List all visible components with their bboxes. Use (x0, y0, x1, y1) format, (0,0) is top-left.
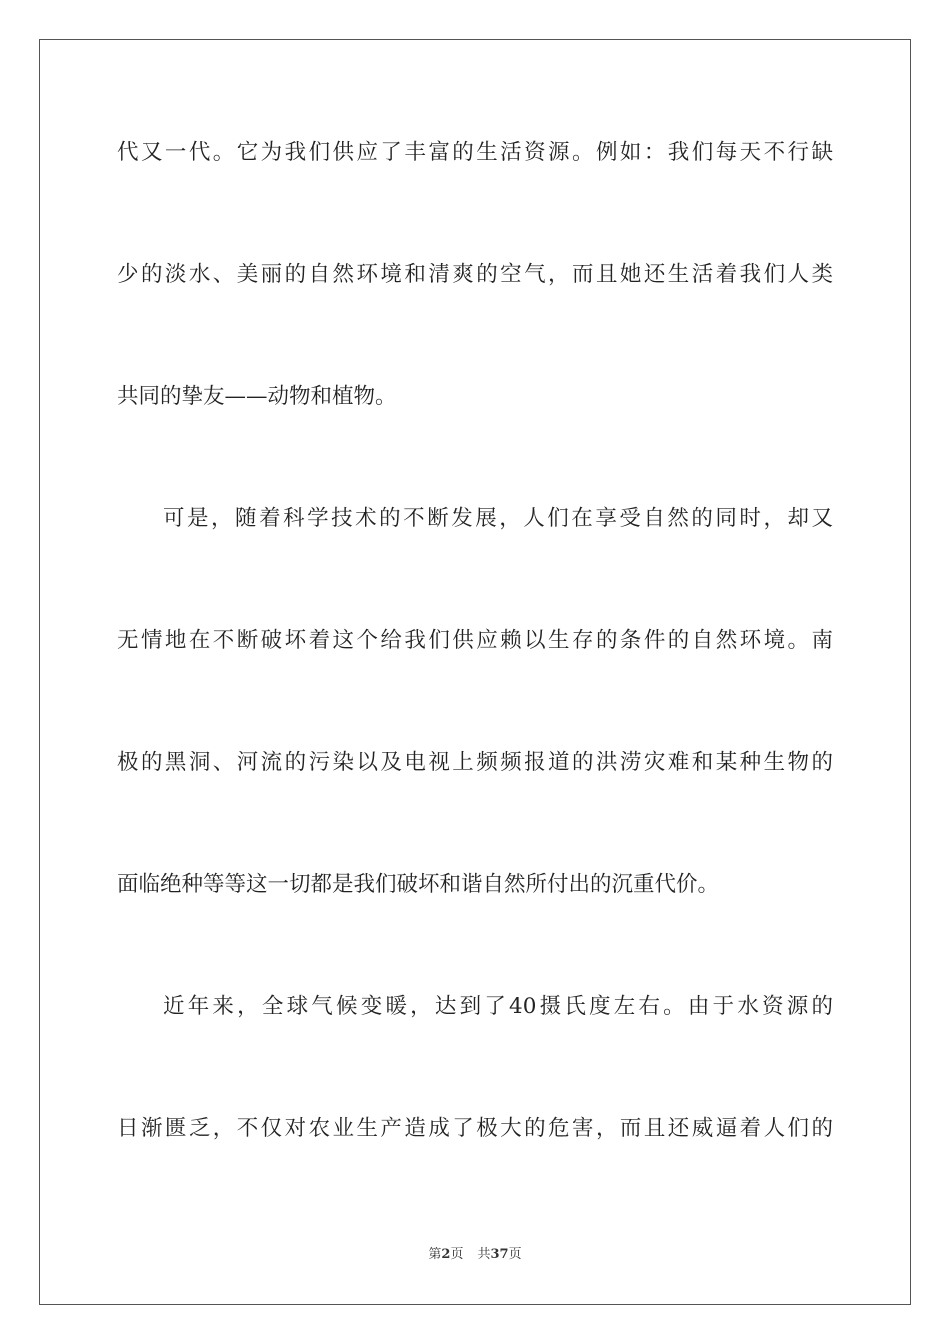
paragraph-line: 极的黑洞、河流的污染以及电视上频频报道的洪涝灾难和某种生物的 (117, 750, 833, 775)
paragraph-line: 少的淡水、美丽的自然环境和清爽的空气，而且她还生活着我们人类 (117, 262, 833, 287)
total-label-prefix: 共 (477, 1247, 491, 1262)
page-label-prefix: 第 (428, 1247, 442, 1262)
paragraph-line: 面临绝种等等这一切都是我们破坏和谐自然所付出的沉重代价。 (117, 872, 720, 897)
paragraph-line: 日渐匮乏，不仅对农业生产造成了极大的危害，而且还威逼着人们的 (117, 1116, 833, 1141)
page-footer (0, 1246, 950, 1264)
paragraph-line: 可是，随着科学技术的不断发展，人们在享受自然的同时，却又 (163, 506, 833, 531)
paragraph-line: 代又一代。它为我们供应了丰富的生活资源。例如：我们每天不行缺 (117, 140, 833, 165)
total-label-suffix: 页 (508, 1247, 522, 1262)
total-pages: 37 (490, 1247, 509, 1262)
page-label-suffix: 页 (450, 1247, 464, 1262)
paragraph-line: 无情地在不断破坏着这个给我们供应赖以生存的条件的自然环境。南 (117, 628, 833, 653)
paragraph-line: 共同的挚友——动物和植物。 (117, 384, 397, 409)
page-number: 2 (441, 1247, 451, 1262)
paragraph-line: 近年来，全球气候变暖，达到了40摄氏度左右。由于水资源的 (163, 994, 833, 1019)
